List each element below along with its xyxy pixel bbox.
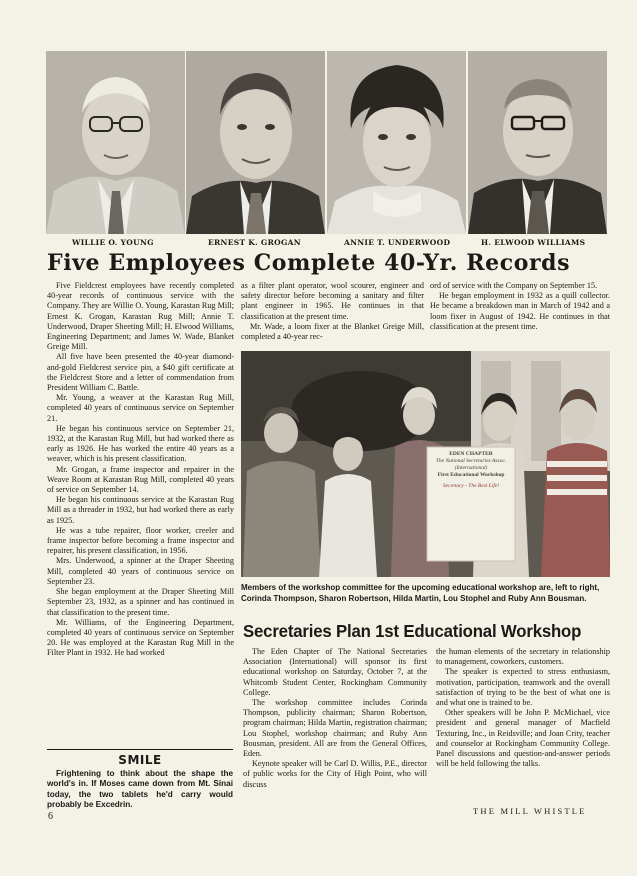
smile-box	[47, 749, 233, 811]
paragraph: Keynote speaker will be Carl D. Willis, P.E., director of public works for the City of High Point, who will discuss	[243, 759, 427, 789]
sign-line: Secretary - The Best Life!	[442, 483, 500, 489]
portrait-photo-grogan	[186, 51, 325, 234]
paragraph: The Eden Chapter of The National Secretaries Association (International) will sponsor its first educational workshop on Saturday, October 7, at the Whitcomb Student Center, Rockingham Community College.	[243, 647, 427, 697]
paragraph: All five have been presented the 40-year diamond-and-gold Fieldcrest service pin, a $40 gift certificate at the Fieldcrest Store and a letter of commendation from President William C. Battle.	[47, 352, 234, 393]
article2-column-1	[243, 647, 427, 790]
portrait-photo-underwood	[327, 51, 466, 234]
publication-name: THE MILL WHISTLE	[473, 806, 587, 816]
paragraph: Other speakers will be John P. McMichael, vice president and general manager of Macfield Texturing, Inc., in Reidsville; and Joan Crity, teacher and counselor at Rockingham Community College. Panel discussions and question-and-answer periods will be held following the talks.	[436, 708, 610, 769]
paragraph: He began employment in 1932 as a quill collector. He became a breakdown man in March of 1942 and a loom fixer in August of 1942. He continues in that classification at the present time.	[430, 291, 610, 331]
caption-williams: H. ELWOOD WILLIAMS	[481, 238, 586, 247]
article2-column-2	[436, 647, 610, 769]
paragraph: Mr. Wade, a loom fixer at the Blanket Greige Mill, completed a 40-year rec-	[241, 321, 424, 342]
caption-grogan: ERNEST K. GROGAN	[208, 238, 301, 247]
workshop-sign	[431, 451, 511, 490]
paragraph: Five Fieldcrest employees have recently completed 40-year records of continuous service with the Company. They are Willie O. Young, Karastan Rug Mill; Ernest K. Grogan, Karastan Rug Mill; Annie T. Underwood, Draper Sheeting Mill; H. Elwood Williams, Engineering Department; and James W. Wade, Blanket Greige Mill.	[47, 281, 234, 352]
workshop-committee-photo	[241, 351, 610, 577]
paragraph: Mr. Williams, of the Engineering Department, completed 40 years of continuous service on September 20. He was employed at the Karastan Rug Mill in the Filter Plant in 1932. He had worked	[47, 617, 234, 658]
sign-line: EDEN CHAPTER	[449, 451, 493, 457]
caption-underwood: ANNIE T. UNDERWOOD	[344, 238, 451, 247]
article1-column-2	[241, 281, 424, 342]
headline-secretaries-workshop: Secretaries Plan 1st Educational Workshop	[243, 621, 582, 641]
paragraph: the human elements of the secretary in relationship to management, coworkers, customers.	[436, 647, 610, 667]
photo-caption: Members of the workshop committee for the upcoming educational workshop are, left to right, Corinda Thompson, Sharon Robertson, Hilda Martin, Lou Stophel and Ruby Ann Bousman.	[241, 583, 600, 603]
paragraph: Mr. Grogan, a frame inspector and repairer in the Weave Room at Karastan Rug Mill, completed 40 years of service on September 14.	[47, 464, 234, 495]
paragraph: Mrs. Underwood, a spinner at the Draper Sheeting Mill, completed 40 years of continuous service on September 23.	[47, 556, 234, 586]
sign-line: (International)	[454, 465, 488, 471]
paragraph: He began his continuous service on September 21, 1932, at the Karastan Rug Mill, but had worked there as early as 1926. He has worked the entire 40 years as a weaver, which is his present classification.	[47, 423, 234, 464]
article1-column-1	[47, 281, 234, 659]
page-number: 6	[48, 811, 53, 822]
caption-young: WILLIE O. YOUNG	[72, 238, 154, 247]
sign-line: The National Secretaries Assoc.	[435, 458, 507, 464]
sign-line: First Educational Workshop	[437, 472, 505, 478]
portrait-photo-young	[46, 51, 185, 234]
paragraph: He was a tube repairer, floor worker, creeler and frame inspector before becoming a frame inspector and repairer, his present classification, in 1956.	[47, 525, 234, 556]
paragraph: Mr. Young, a weaver at the Karastan Rug Mill, completed 40 years of continuous service on September 21.	[47, 393, 234, 423]
paragraph: She began employment at the Draper Sheeting Mill September 23, 1932, as a spinner and has continued in that classification to the present time.	[47, 587, 234, 617]
paragraph: He began his continuous service at the Karastan Rug Mill as a threader in 1932, but had worked there as early as 1925.	[47, 495, 234, 525]
paragraph: as a filter plant operator, wool scourer, engineer and safety director before becoming a sanitary and filter plant engineer in 1965. He continues in that classification at the present time.	[241, 281, 424, 321]
article1-column-3	[430, 281, 610, 332]
smile-text: Frightening to think about the shape the world's in. If Moses came down from Mt. Sinai today, the two tablets he'd carry would probably be Excedrin.	[47, 769, 233, 810]
smile-title: SMILE	[118, 753, 162, 767]
portrait-photo-williams	[468, 51, 607, 234]
paragraph: The workshop committee includes Corinda Thompson, publicity chairman; Sharon Robertson, program chairman; Hilda Martin, registration chairman; Lou Stophel, workshop chairman; and Ruby Ann Bousman, president. All are from the General Offices, Eden.	[243, 698, 427, 759]
paragraph: The speaker is expected to stress enthusiasm, motivation, participation, teamwork and the overall satisfaction of trying to be the best of what one is and what one is trained to be.	[436, 667, 610, 708]
paragraph: ord of service with the Company on September 15.	[430, 281, 598, 290]
headline-forty-year-records: Five Employees Complete 40-Yr. Records	[47, 250, 571, 276]
